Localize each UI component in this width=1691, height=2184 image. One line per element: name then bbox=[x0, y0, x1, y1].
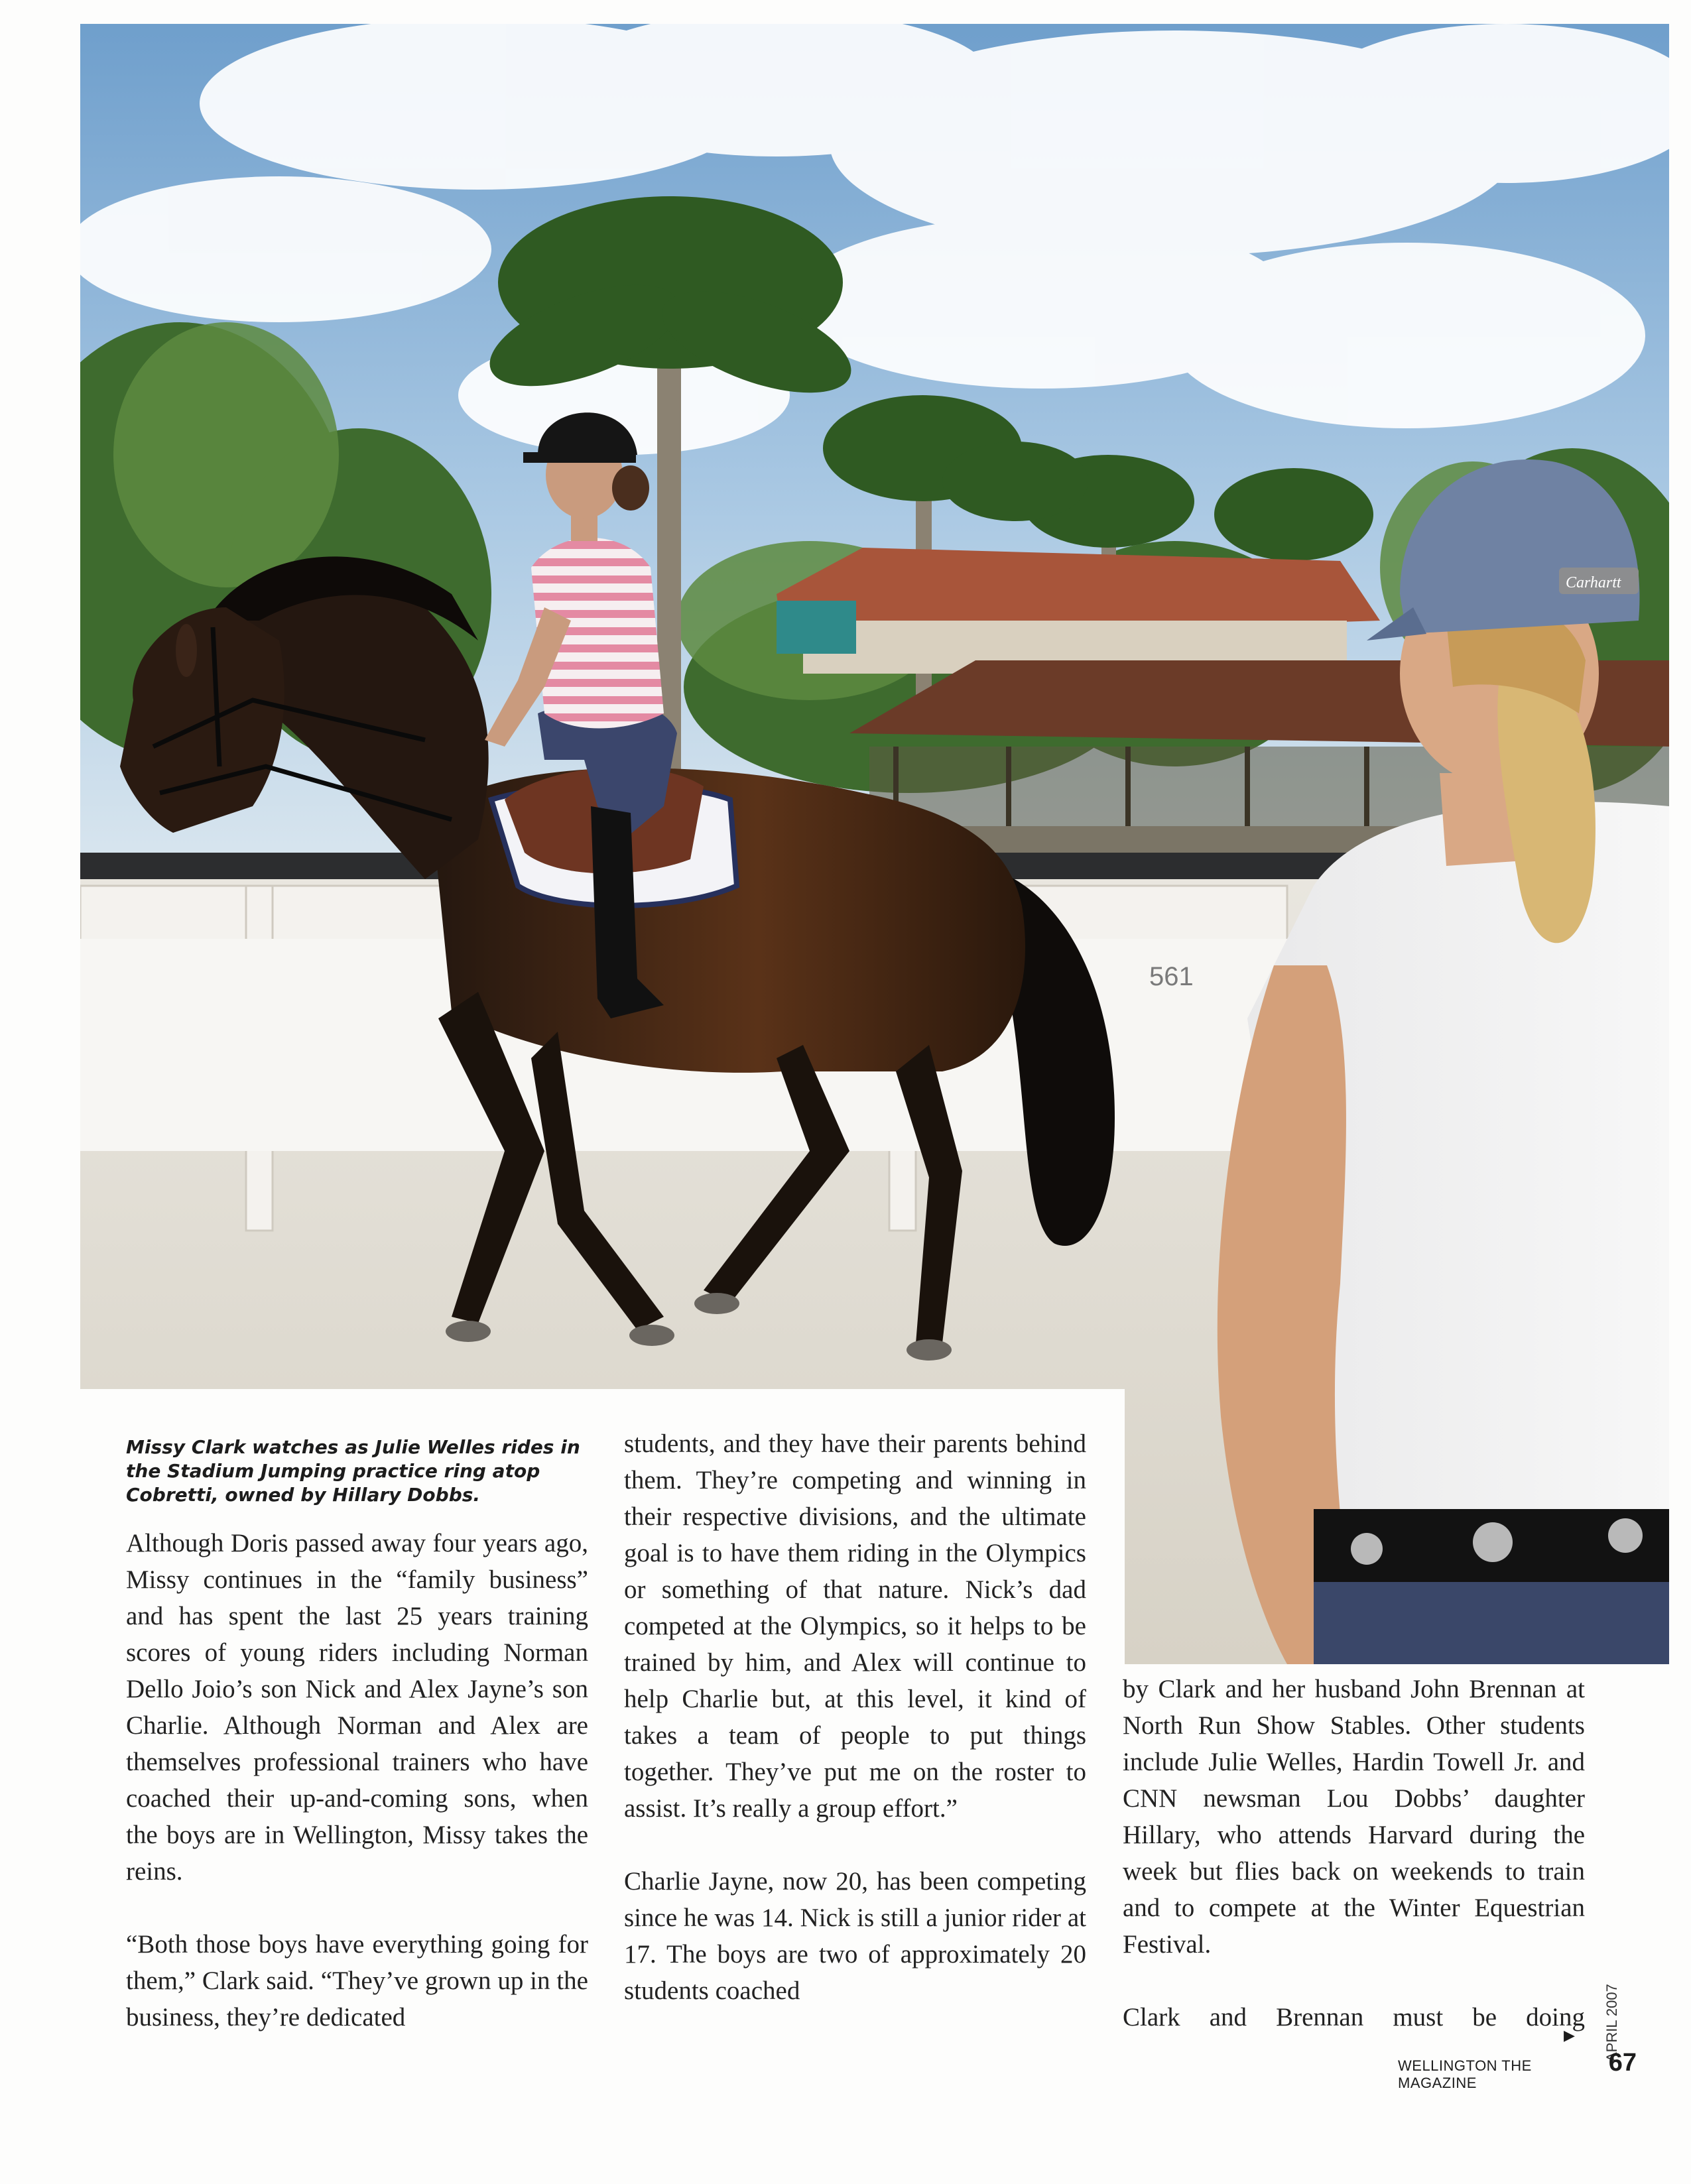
page-footer bbox=[1398, 2049, 1637, 2091]
photo-caption: Missy Clark watches as Julie Welles rides in the Stadium Jumping practice ring atop Cobretti, owned by Hillary Dobbs. bbox=[126, 1436, 580, 1506]
continue-arrow-icon: ▶ bbox=[1564, 2028, 1575, 2044]
paragraph: Although Doris passed away four years ago, Missy continues in the “family business” and has spent the last 25 years training scores of young riders including Norman Dello Joio’s son Nick and Alex Jayne’s son Charlie. Although Norman and Alex are themselves professional trainers who have coached their up-and-coming sons, when the boys are in Wellington, Missy takes the reins. bbox=[126, 1529, 588, 1886]
article-column-1 bbox=[126, 1525, 588, 2035]
cap-badge: Carhartt bbox=[1566, 574, 1621, 591]
page-number: 67 bbox=[1608, 2049, 1637, 2077]
article-column-2 bbox=[624, 1416, 1086, 2009]
fence-number: 561 bbox=[1149, 962, 1194, 991]
folio-date: APRIL 2007 bbox=[1603, 1984, 1620, 2062]
clubhouse bbox=[777, 548, 1380, 674]
magazine-name: WELLINGTON THE MAGAZINE bbox=[1398, 2057, 1532, 2091]
paragraph: Charlie Jayne, now 20, has been competing since he was 14. Nick is still a junior rider at 17. The boys are two of approximately 20 students coached bbox=[624, 1867, 1086, 2005]
paragraph: Clark and Brennan must be doing bbox=[1123, 2003, 1585, 2032]
paragraph: students, and they have their parents behind them. They’re competing and winning in their respective divisions, and the ultimate goal is to have them riding in the Olympics or something of that nature. Nick’s dad competed at the Olympics, so it helps to be trained by him, and Alex will continue to help Charlie but, at this level, it kind of takes a team of people to put things together. They’ve put me on the roster to assist. It’s really a group effort.” bbox=[624, 1429, 1086, 1823]
article-column-3 bbox=[1123, 1671, 1585, 2035]
paragraph: “Both those boys have everything going for them,” Clark said. “They’ve grown up in the business, they’re dedicated bbox=[126, 1930, 588, 2032]
paragraph: by Clark and her husband John Brennan at North Run Show Stables. Other students include Julie Welles, Hardin Towell Jr. and CNN newsman Lou Dobbs’ daughter Hillary, who attends Harvard during the week but flies back on weekends to train and to compete at the Winter Equestrian Festival. bbox=[1123, 1675, 1585, 1959]
